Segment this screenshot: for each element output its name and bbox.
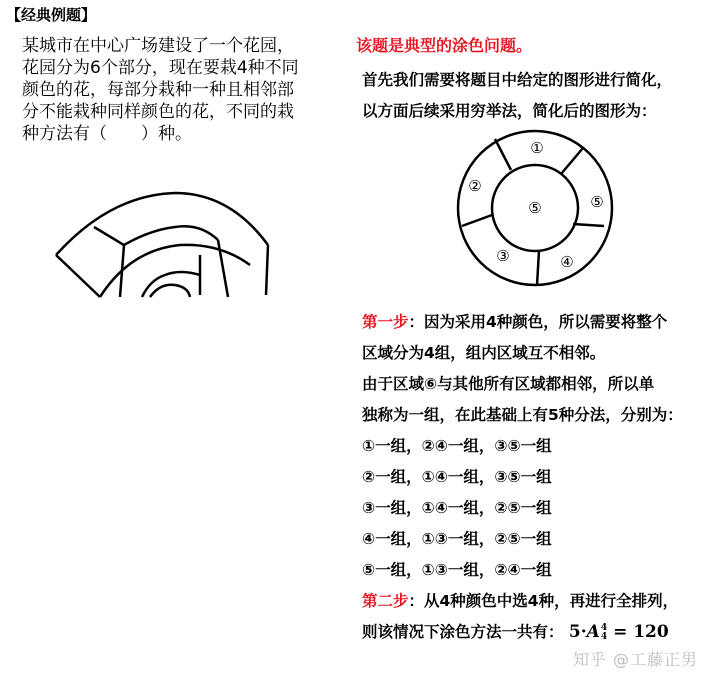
ring-divider: [462, 215, 492, 226]
step1-line: 区域分为4组，组内区域互不相邻。: [362, 344, 606, 362]
problem-line: 某城市在中心广场建设了一个花园，: [22, 36, 294, 56]
step1-line: [362, 307, 683, 338]
fan-hub: [150, 285, 190, 297]
intro-line: 以方面后续采用穷举法，简化后的图形为：: [362, 102, 657, 120]
fan-base: [56, 255, 100, 297]
grouping-item: ②一组，①④一组，③⑤一组: [362, 468, 552, 486]
intro-line: 首先我们需要将题目中给定的图形进行简化，: [362, 71, 673, 89]
region-label-5-right: ⑤: [590, 193, 604, 211]
problem-line: 分不能栽种同样颜色的花，不同的栽: [22, 102, 294, 122]
ring-divider: [573, 224, 604, 226]
step1-line: 独称为一组，在此基础上有5种分法，分别为：: [362, 406, 683, 424]
step1-label: 第一步: [362, 313, 409, 331]
formula-coef: 5·: [568, 622, 587, 642]
watermark: 知乎 @工藤正男: [572, 650, 698, 669]
ring-divider: [495, 139, 511, 170]
region-label-2: ②: [468, 177, 482, 195]
region-label-5-center: ⑤: [528, 199, 542, 217]
step2-text: ：从4种颜色中选4种，再进行全排列，: [408, 592, 679, 610]
answer-formula: [569, 622, 669, 642]
formula-indices: [601, 624, 607, 642]
region-label-3: ③: [496, 247, 510, 265]
garden-fan-figure: [50, 185, 280, 310]
simplified-ring-diagram: [455, 128, 615, 288]
ring-divider: [561, 148, 583, 174]
fan-right-divider: [218, 240, 228, 297]
formula-sup: 4: [600, 622, 608, 633]
final-text: 则该情况下涂色方法一共有：: [362, 623, 564, 641]
problem-line: 花园分为6个部分，现在要栽4种不同: [22, 58, 299, 78]
formula-symbol: A: [586, 622, 600, 642]
formula-equals: = 120: [613, 622, 669, 642]
grouping-item: ③一组，①④一组，②⑤一组: [362, 499, 552, 517]
step1-block: [362, 307, 683, 648]
problem-text: [22, 35, 340, 145]
fan-outer-right: [266, 245, 268, 295]
step1-line: 由于区域⑥与其他所有区域都相邻，所以单: [362, 375, 655, 393]
grouping-item: ①一组，②④一组，③⑤一组: [362, 437, 552, 455]
solution-title: 该题是典型的涂色问题。: [356, 36, 533, 55]
fan-left-divider: [94, 227, 124, 297]
step1-text: ：因为采用4种颜色，所以需要将整个: [408, 313, 668, 331]
grouping-item: ④一组，①③一组，②⑤一组: [362, 530, 552, 548]
problem-line: 种方法有（ ）种。: [22, 124, 192, 144]
formula-sub: 4: [600, 631, 608, 642]
intro-text: [362, 65, 672, 127]
grouping-item: ⑤一组，①③一组，②④一组: [362, 561, 552, 579]
final-line: [362, 617, 683, 648]
region-label-1: ①: [530, 139, 544, 157]
region-label-4: ④: [560, 253, 574, 271]
step2-line: [362, 586, 683, 617]
fan-wavy-arc: [124, 226, 218, 245]
fan-outer-arc: [56, 193, 268, 255]
step2-label: 第二步: [362, 592, 409, 610]
problem-line: 颜色的花，每部分栽种一种且相邻部: [22, 80, 294, 100]
example-tag: 【经典例题】: [6, 6, 97, 24]
ring-divider: [537, 251, 539, 285]
